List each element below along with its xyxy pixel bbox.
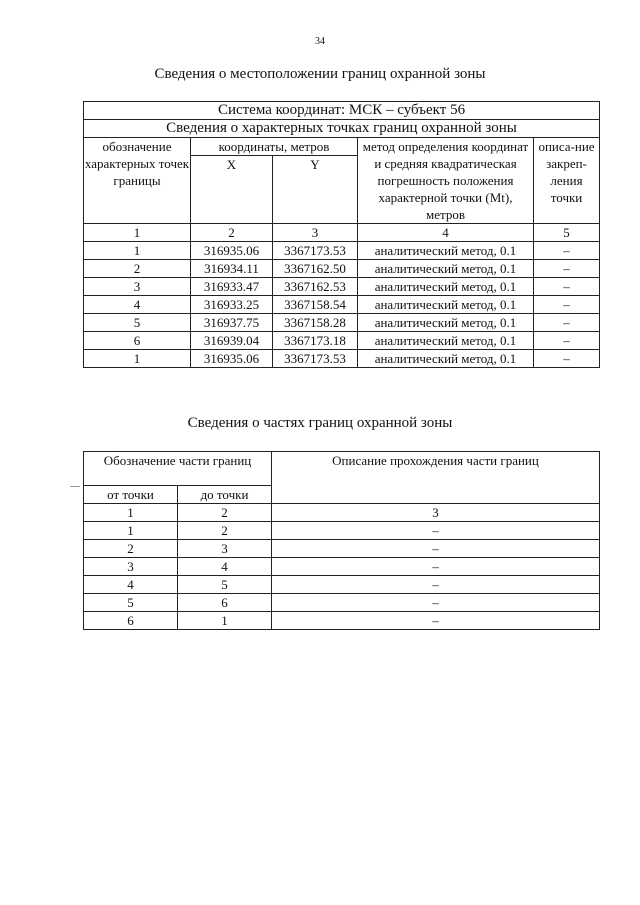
part-description-cell: – — [272, 522, 600, 540]
header-from-point: от точки — [84, 486, 178, 504]
table-caption: Сведения о характерных точках границ охранной зоны — [84, 120, 600, 138]
header-x: X — [191, 156, 273, 224]
to-point-cell: 2 — [178, 522, 272, 540]
header-row-1 — [84, 452, 600, 486]
column-number: 3 — [272, 504, 600, 522]
y-cell: 3367173.53 — [273, 242, 358, 260]
header-y: Y — [273, 156, 358, 224]
description-cell: – — [534, 314, 600, 332]
y-cell: 3367158.28 — [273, 314, 358, 332]
column-number: 2 — [191, 224, 273, 242]
x-cell: 316935.06 — [191, 242, 273, 260]
method-cell: аналитический метод, 0.1 — [358, 350, 534, 368]
header-part-description: Описание прохождения части границ — [272, 452, 600, 504]
column-numbers-row — [84, 504, 600, 522]
characteristic-points-table — [83, 101, 600, 368]
point-cell: 4 — [84, 296, 191, 314]
column-number: 1 — [84, 224, 191, 242]
from-point-cell: 4 — [84, 576, 178, 594]
y-cell: 3367173.53 — [273, 350, 358, 368]
method-cell: аналитический метод, 0.1 — [358, 278, 534, 296]
to-point-cell: 1 — [178, 612, 272, 630]
table-row — [84, 314, 600, 332]
page-number: 34 — [315, 36, 325, 47]
column-number: 1 — [84, 504, 178, 522]
from-point-cell: 2 — [84, 540, 178, 558]
x-cell: 316933.25 — [191, 296, 273, 314]
to-point-cell: 5 — [178, 576, 272, 594]
point-cell: 2 — [84, 260, 191, 278]
description-cell: – — [534, 332, 600, 350]
section-title-location: Сведения о местоположении границ охранной зоны — [154, 66, 486, 82]
method-cell: аналитический метод, 0.1 — [358, 296, 534, 314]
x-cell: 316935.06 — [191, 350, 273, 368]
description-cell: – — [534, 278, 600, 296]
part-description-cell: – — [272, 558, 600, 576]
to-point-cell: 6 — [178, 594, 272, 612]
method-cell: аналитический метод, 0.1 — [358, 332, 534, 350]
header-row-1 — [84, 138, 600, 156]
x-cell: 316937.75 — [191, 314, 273, 332]
x-cell: 316934.11 — [191, 260, 273, 278]
column-number: 4 — [358, 224, 534, 242]
description-cell: – — [534, 260, 600, 278]
y-cell: 3367162.50 — [273, 260, 358, 278]
point-cell: 3 — [84, 278, 191, 296]
table-row — [84, 522, 600, 540]
table-row — [84, 612, 600, 630]
scan-mark — [70, 486, 80, 487]
column-number: 2 — [178, 504, 272, 522]
header-part-designation: Обозначение части границ — [84, 452, 272, 486]
y-cell: 3367162.53 — [273, 278, 358, 296]
from-point-cell: 1 — [84, 522, 178, 540]
part-description-cell: – — [272, 540, 600, 558]
part-description-cell: – — [272, 576, 600, 594]
column-number: 5 — [534, 224, 600, 242]
column-number: 3 — [273, 224, 358, 242]
header-point-designation: обозначение характерных точек границы — [84, 138, 191, 224]
table-row — [84, 278, 600, 296]
x-cell: 316939.04 — [191, 332, 273, 350]
x-cell: 316933.47 — [191, 278, 273, 296]
from-point-cell: 3 — [84, 558, 178, 576]
table-row — [84, 594, 600, 612]
boundary-parts-table — [83, 451, 600, 630]
method-cell: аналитический метод, 0.1 — [358, 242, 534, 260]
to-point-cell: 4 — [178, 558, 272, 576]
from-point-cell: 5 — [84, 594, 178, 612]
table-row — [84, 350, 600, 368]
table-row — [84, 540, 600, 558]
table-row — [84, 260, 600, 278]
table-row — [84, 332, 600, 350]
description-cell: – — [534, 296, 600, 314]
to-point-cell: 3 — [178, 540, 272, 558]
point-cell: 1 — [84, 242, 191, 260]
from-point-cell: 6 — [84, 612, 178, 630]
table-row — [84, 576, 600, 594]
coordinate-system: Система координат: МСК – субъект 56 — [84, 102, 600, 120]
description-cell: – — [534, 350, 600, 368]
header-coordinates: координаты, метров — [191, 138, 358, 156]
section-title-parts: Сведения о частях границ охранной зоны — [187, 415, 453, 431]
header-to-point: до точки — [178, 486, 272, 504]
point-cell: 1 — [84, 350, 191, 368]
table-row — [84, 296, 600, 314]
coordinate-system-row — [84, 102, 600, 120]
part-description-cell: – — [272, 594, 600, 612]
part-description-cell: – — [272, 612, 600, 630]
header-method: метод определения координат и средняя квадратическая погрешность положения характерной точки (Mt), метров — [358, 138, 534, 224]
y-cell: 3367158.54 — [273, 296, 358, 314]
header-description: описа-ние закреп-ления точки — [534, 138, 600, 224]
table-row — [84, 242, 600, 260]
method-cell: аналитический метод, 0.1 — [358, 314, 534, 332]
table-row — [84, 558, 600, 576]
method-cell: аналитический метод, 0.1 — [358, 260, 534, 278]
table-caption-row — [84, 120, 600, 138]
point-cell: 6 — [84, 332, 191, 350]
description-cell: – — [534, 242, 600, 260]
y-cell: 3367173.18 — [273, 332, 358, 350]
point-cell: 5 — [84, 314, 191, 332]
column-numbers-row — [84, 224, 600, 242]
